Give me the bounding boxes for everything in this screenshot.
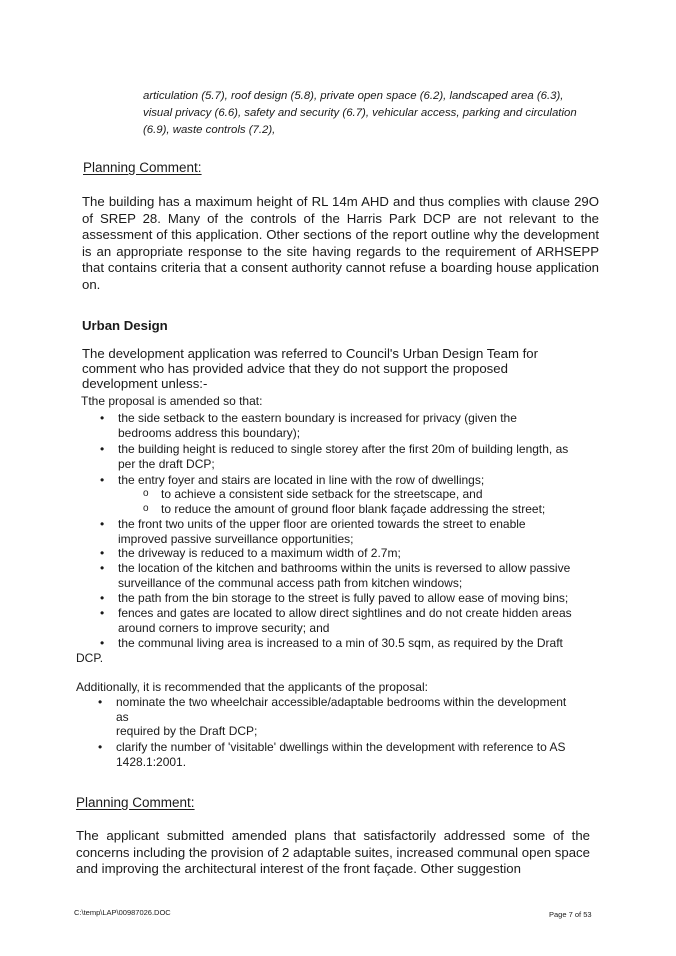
bullet-icon: • <box>100 561 105 575</box>
bullet-icon: • <box>100 442 105 456</box>
list-item-text: around corners to improve security; and <box>118 620 330 635</box>
list-item-text: the communal living area is increased to a min of 30.5 sqm, as required by the Draft <box>118 636 563 650</box>
list-item-text: per the draft DCP; <box>118 456 215 471</box>
sub-list-item-text: to achieve a consistent side setback for the streetscape, and <box>161 487 483 501</box>
list-item-text: the location of the kitchen and bathrooms within the units is reversed to allow passive <box>118 561 571 575</box>
list-item <box>100 442 638 471</box>
circle-bullet-icon: o <box>143 488 149 499</box>
planning-comment-heading-2: Planning Comment: <box>76 795 195 810</box>
bullet-icon: • <box>100 517 105 531</box>
amended-line: Tthe proposal is amended so that: <box>81 394 263 408</box>
recommend-item-text: 1428.1:2001. <box>116 754 187 769</box>
list-item-text: the front two units of the upper floor are oriented towards the street to enable <box>118 517 526 531</box>
bullet-icon: • <box>100 546 105 560</box>
recommend-item <box>98 695 616 739</box>
list-item <box>76 636 638 665</box>
bullet-icon: • <box>98 740 103 754</box>
list-item-text: surveillance of the communal access path from kitchen windows; <box>118 575 463 590</box>
list-item <box>100 473 618 488</box>
urban-design-intro-line: development unless:- <box>82 376 208 391</box>
planning-comment-body-1: The building has a maximum height of RL 14m AHD and thus complies with clause 29O of SREP 28. Many of the controls of the Harris Park DCP are not relevant to the assessment of this application. Other sections of the report outline why the development is an appropriate response to the site having regards to the requirement of ARHSEPP that contains criteria that a consent authority cannot refuse a boarding house application on. <box>82 194 599 292</box>
recommend-item <box>98 740 616 769</box>
list-item-text: the building height is reduced to single storey after the first 20m of building length, as <box>118 442 569 456</box>
urban-design-intro-line: The development application was referred to Council's Urban Design Team for <box>82 346 539 361</box>
sub-list-item <box>143 487 621 502</box>
additionally-text: Additionally, it is recommended that the applicants of the proposal: <box>76 680 428 694</box>
circle-bullet-icon: o <box>143 503 149 514</box>
urban-design-intro-line: comment who has provided advice that they do not support the proposed <box>82 361 508 376</box>
planning-comment-body-2: The applicant submitted amended plans that satisfactorily addressed some of the concerns including the provision of 2 adaptable suites, increased communal open space and improving the architectural interest of the front façade. Other suggestion <box>76 828 590 877</box>
list-item-text: DCP. <box>76 650 104 665</box>
recommend-item-text: as <box>116 709 129 724</box>
list-item <box>100 546 618 561</box>
list-item <box>100 561 638 590</box>
bullet-icon: • <box>98 695 103 709</box>
bullet-icon: • <box>100 636 105 650</box>
list-item <box>100 606 638 635</box>
urban-design-intro <box>82 346 602 391</box>
bullet-icon: • <box>100 411 105 425</box>
list-item <box>100 517 618 546</box>
footer-file-path: C:\temp\LAP\00987026.DOC <box>74 908 171 917</box>
urban-design-heading: Urban Design <box>82 318 168 333</box>
footer-page-number: Page 7 of 53 <box>549 910 592 919</box>
list-item-text: improved passive surveillance opportunities; <box>118 531 354 546</box>
bullet-icon: • <box>100 606 105 620</box>
bullet-icon: • <box>100 473 105 487</box>
sub-list-item <box>143 502 621 517</box>
list-item-text: fences and gates are located to allow direct sightlines and do not create hidden areas <box>118 606 572 620</box>
bullet-icon: • <box>100 591 105 605</box>
recommend-item-text: nominate the two wheelchair accessible/adaptable bedrooms within the development <box>116 695 567 709</box>
recommend-item-text: clarify the number of 'visitable' dwellings within the development with reference to AS <box>116 740 566 754</box>
list-item-text: the side setback to the eastern boundary is increased for privacy (given the <box>118 411 517 425</box>
planning-comment-heading-1: Planning Comment: <box>83 160 202 175</box>
sub-list-item-text: to reduce the amount of ground floor blank façade addressing the street; <box>161 502 546 516</box>
recommend-item-text: required by the Draft DCP; <box>116 724 258 739</box>
list-item-text: the driveway is reduced to a maximum width of 2.7m; <box>118 546 401 560</box>
list-item-text: the entry foyer and stairs are located in line with the row of dwellings; <box>118 473 485 487</box>
list-item <box>100 591 638 606</box>
intro-italic-text: articulation (5.7), roof design (5.8), private open space (6.2), landscaped area (6.3), visual privacy (6.6), safety and security (6.7), vehicular access, parking and circulation (6.9), waste controls (7.2), <box>143 90 577 136</box>
list-item-text: the path from the bin storage to the street is fully paved to allow ease of moving bins; <box>118 591 569 605</box>
list-item <box>100 411 618 440</box>
list-item-text: bedrooms address this boundary); <box>118 425 301 440</box>
